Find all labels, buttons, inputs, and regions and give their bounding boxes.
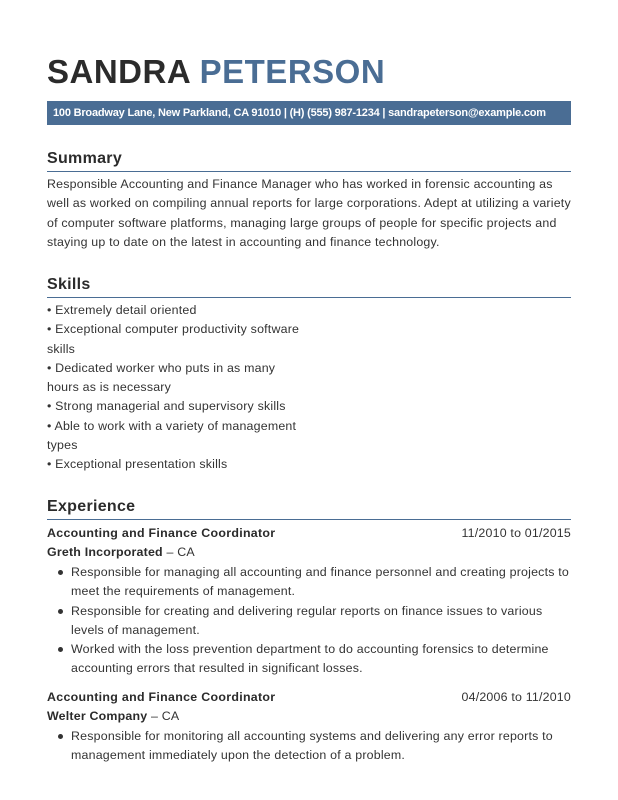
skill-item: • Dedicated worker who puts in as many hours as is necessary [47, 360, 276, 395]
skill-item: • Exceptional computer productivity software skills [47, 322, 300, 356]
company-location: – CA [162, 545, 195, 559]
job-bullets [71, 563, 571, 679]
first-name: SANDRA [47, 53, 190, 90]
job-bullet: Responsible for creating and delivering regular reports on finance issues to various levels of management. [71, 602, 571, 641]
skill-item: • Strong managerial and supervisory skills [47, 399, 286, 414]
job-header [47, 524, 571, 543]
job-bullet: Responsible for monitoring all accounting systems and delivering any error reports to management immediately upon the detection of a problem. [71, 727, 571, 766]
company-name: Greth Incorporated [47, 545, 163, 559]
job-dates: 11/2010 to 01/2015 [461, 526, 571, 540]
experience-heading: Experience [47, 497, 571, 520]
job-bullet: Worked with the loss prevention department to do accounting forensics to determine accounting errors that resulted in significant losses. [71, 640, 571, 679]
contact-bar: 100 Broadway Lane, New Parkland, CA 91010 | (H) (555) 987-1234 | sandrapeterson@example.com [47, 101, 571, 125]
skill-item: • Extremely detail oriented [47, 303, 197, 317]
job-title: Accounting and Finance Coordinator [47, 526, 276, 540]
job-dates: 04/2006 to 11/2010 [461, 690, 571, 704]
company-location: – CA [147, 709, 180, 723]
candidate-name [47, 52, 385, 92]
job-company [47, 543, 195, 562]
summary-heading: Summary [47, 149, 571, 172]
job-bullet: Responsible for managing all accounting and finance personnel and creating projects to meet the requirements of management. [71, 563, 571, 602]
job-title: Accounting and Finance Coordinator [47, 690, 276, 704]
job-bullets [71, 727, 571, 766]
skills-list [47, 301, 309, 475]
summary-text: Responsible Accounting and Finance Manager who has worked in forensic accounting as well as worked on compiling annual reports for large corporations. Adept at utilizing a variety of computer software platforms, managing large groups of people for specific projects and staying up to date on the latest in accounting and finance technology. [47, 177, 571, 249]
job-company [47, 707, 179, 726]
company-name: Welter Company [47, 709, 148, 723]
skills-heading: Skills [47, 275, 571, 298]
job-header [47, 688, 571, 707]
skill-item: • Able to work with a variety of management types [47, 418, 297, 453]
last-name: PETERSON [199, 53, 386, 90]
skill-item: • Exceptional presentation skills [47, 457, 228, 472]
